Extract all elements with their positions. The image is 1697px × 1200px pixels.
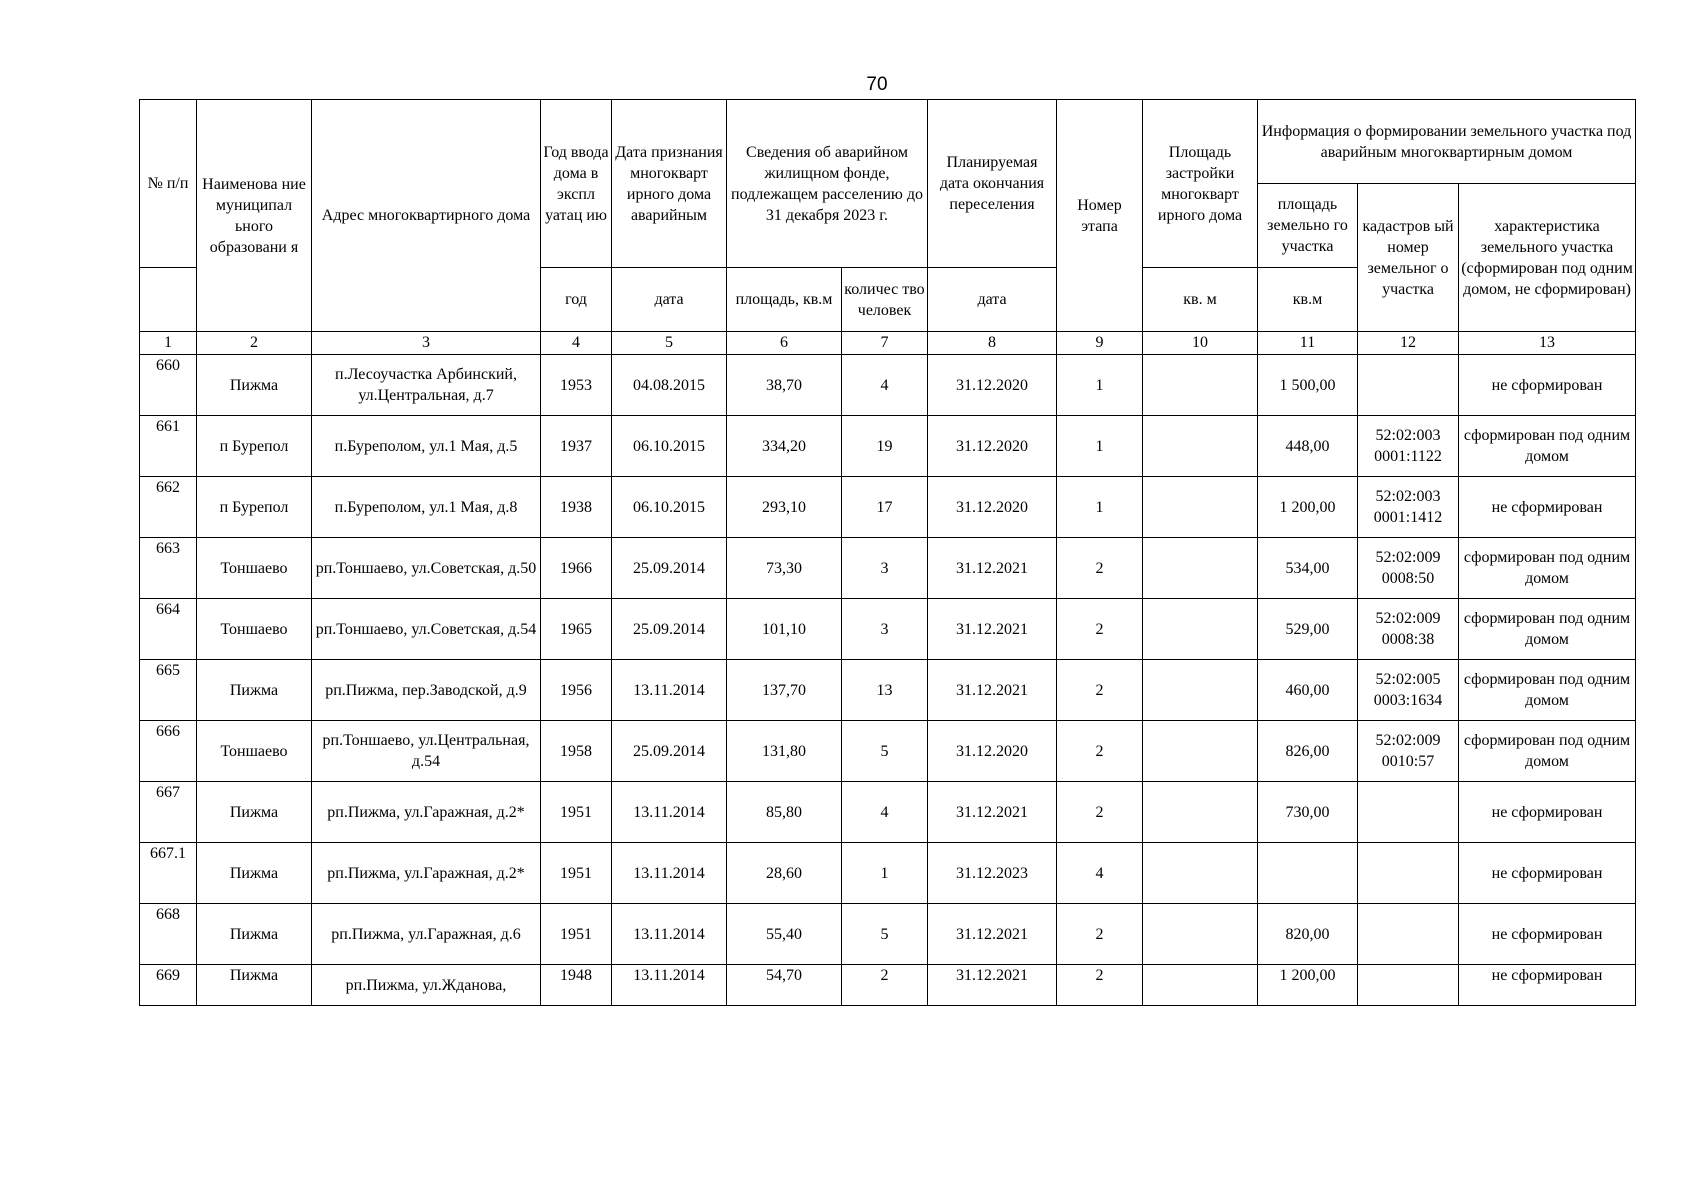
row-people: 3 <box>842 538 928 599</box>
row-planned-date: 31.12.2020 <box>928 477 1057 538</box>
column-number: 11 <box>1258 332 1358 355</box>
row-year: 1966 <box>541 538 612 599</box>
row-land-char: не сформирован <box>1459 904 1636 965</box>
row-area: 38,70 <box>727 355 842 416</box>
header-address: Адрес многоквартирного дома <box>312 100 541 332</box>
unit-building-area: кв. м <box>1143 268 1258 332</box>
row-people: 5 <box>842 721 928 782</box>
unit-people: количес тво человек <box>842 268 928 332</box>
row-address: рп.Тоншаево, ул.Советская, д.50 <box>312 538 541 599</box>
header-emergency-info: Сведения об аварийном жилищном фонде, подлежащем расселению до 31 декабря 2023 г. <box>727 100 928 268</box>
column-number: 3 <box>312 332 541 355</box>
row-cadastral <box>1358 965 1459 1006</box>
row-people: 5 <box>842 904 928 965</box>
row-area: 101,10 <box>727 599 842 660</box>
row-land-area: 1 500,00 <box>1258 355 1358 416</box>
table-row <box>140 965 1636 1006</box>
header-num: № п/п <box>140 100 197 268</box>
row-number: 660 <box>140 355 197 416</box>
row-year: 1938 <box>541 477 612 538</box>
row-cadastral: 52:02:003 0001:1122 <box>1358 416 1459 477</box>
header-land-area: площадь земельно го участка <box>1258 184 1358 268</box>
row-year: 1956 <box>541 660 612 721</box>
column-number: 4 <box>541 332 612 355</box>
emergency-housing-table <box>139 99 1636 1006</box>
column-number: 7 <box>842 332 928 355</box>
row-year: 1948 <box>541 965 612 1006</box>
row-stage: 1 <box>1057 477 1143 538</box>
row-number: 664 <box>140 599 197 660</box>
row-land-char: сформирован под одним домом <box>1459 416 1636 477</box>
row-date-recognized: 25.09.2014 <box>612 599 727 660</box>
row-building-area <box>1143 355 1258 416</box>
row-stage: 1 <box>1057 416 1143 477</box>
row-planned-date: 31.12.2023 <box>928 843 1057 904</box>
column-number: 13 <box>1459 332 1636 355</box>
row-planned-date: 31.12.2021 <box>928 660 1057 721</box>
table-row <box>140 782 1636 843</box>
column-number: 9 <box>1057 332 1143 355</box>
row-land-area: 1 200,00 <box>1258 477 1358 538</box>
row-people: 2 <box>842 965 928 1006</box>
row-people: 1 <box>842 843 928 904</box>
row-building-area <box>1143 965 1258 1006</box>
header-num-blank <box>140 268 197 332</box>
column-number: 5 <box>612 332 727 355</box>
row-municipality: Тоншаево <box>197 599 312 660</box>
row-date-recognized: 25.09.2014 <box>612 721 727 782</box>
table-row <box>140 416 1636 477</box>
row-planned-date: 31.12.2020 <box>928 355 1057 416</box>
row-area: 131,80 <box>727 721 842 782</box>
column-number: 2 <box>197 332 312 355</box>
row-cadastral <box>1358 904 1459 965</box>
row-building-area <box>1143 904 1258 965</box>
row-building-area <box>1143 599 1258 660</box>
row-land-area: 529,00 <box>1258 599 1358 660</box>
row-address: рп.Тоншаево, ул.Центральная, д.54 <box>312 721 541 782</box>
table-row <box>140 599 1636 660</box>
row-cadastral <box>1358 843 1459 904</box>
row-number: 668 <box>140 904 197 965</box>
table-row <box>140 538 1636 599</box>
row-year: 1951 <box>541 843 612 904</box>
row-date-recognized: 13.11.2014 <box>612 782 727 843</box>
row-date-recognized: 06.10.2015 <box>612 416 727 477</box>
row-building-area <box>1143 477 1258 538</box>
header-land-char: характеристика земельного участка (сформирован под одним домом, не сформирован) <box>1459 184 1636 332</box>
header-stage: Номер этапа <box>1057 100 1143 332</box>
page-number: 70 <box>866 74 888 95</box>
row-date-recognized: 04.08.2015 <box>612 355 727 416</box>
row-municipality: Тоншаево <box>197 721 312 782</box>
row-land-area: 730,00 <box>1258 782 1358 843</box>
row-date-recognized: 13.11.2014 <box>612 843 727 904</box>
row-area: 293,10 <box>727 477 842 538</box>
row-area: 28,60 <box>727 843 842 904</box>
row-area: 73,30 <box>727 538 842 599</box>
row-land-char: сформирован под одним домом <box>1459 599 1636 660</box>
row-year: 1953 <box>541 355 612 416</box>
row-planned-date: 31.12.2021 <box>928 599 1057 660</box>
row-address: рп.Пижма, ул.Гаражная, д.6 <box>312 904 541 965</box>
row-building-area <box>1143 538 1258 599</box>
row-cadastral: 52:02:003 0001:1412 <box>1358 477 1459 538</box>
row-address: рп.Тоншаево, ул.Советская, д.54 <box>312 599 541 660</box>
row-municipality: Пижма <box>197 782 312 843</box>
row-stage: 2 <box>1057 660 1143 721</box>
row-land-char: не сформирован <box>1459 477 1636 538</box>
row-building-area <box>1143 782 1258 843</box>
unit-area: площадь, кв.м <box>727 268 842 332</box>
header-date-recognized: Дата признания многокварт ирного дома аварийным <box>612 100 727 268</box>
row-date-recognized: 25.09.2014 <box>612 538 727 599</box>
table-row <box>140 843 1636 904</box>
row-land-char: не сформирован <box>1459 965 1636 1006</box>
row-address: рп.Пижма, пер.Заводской, д.9 <box>312 660 541 721</box>
row-address: п.Лесоучастка Арбинский, ул.Центральная, д.7 <box>312 355 541 416</box>
row-stage: 2 <box>1057 965 1143 1006</box>
row-cadastral <box>1358 782 1459 843</box>
row-people: 17 <box>842 477 928 538</box>
row-land-area <box>1258 843 1358 904</box>
row-planned-date: 31.12.2020 <box>928 416 1057 477</box>
row-address: п.Буреполом, ул.1 Мая, д.8 <box>312 477 541 538</box>
table-row <box>140 660 1636 721</box>
header-municipality: Наименова ние муниципал ьного образовани я <box>197 100 312 332</box>
row-cadastral: 52:02:005 0003:1634 <box>1358 660 1459 721</box>
row-stage: 2 <box>1057 721 1143 782</box>
column-numbers-row <box>140 332 1636 355</box>
row-people: 13 <box>842 660 928 721</box>
column-number: 1 <box>140 332 197 355</box>
column-number: 12 <box>1358 332 1459 355</box>
column-number: 6 <box>727 332 842 355</box>
row-land-char: сформирован под одним домом <box>1459 538 1636 599</box>
row-area: 334,20 <box>727 416 842 477</box>
row-number: 666 <box>140 721 197 782</box>
row-area: 85,80 <box>727 782 842 843</box>
row-year: 1965 <box>541 599 612 660</box>
row-area: 137,70 <box>727 660 842 721</box>
row-year: 1951 <box>541 904 612 965</box>
row-building-area <box>1143 843 1258 904</box>
row-municipality: Пижма <box>197 904 312 965</box>
row-planned-date: 31.12.2021 <box>928 965 1057 1006</box>
row-municipality: Пижма <box>197 843 312 904</box>
header-cadastral: кадастров ый номер земельног о участка <box>1358 184 1459 332</box>
unit-land-area: кв.м <box>1258 268 1358 332</box>
row-building-area <box>1143 416 1258 477</box>
row-land-area: 448,00 <box>1258 416 1358 477</box>
row-year: 1951 <box>541 782 612 843</box>
header-land-info: Информация о формировании земельного участка под аварийным многоквартирным домом <box>1258 100 1636 184</box>
row-stage: 2 <box>1057 904 1143 965</box>
row-municipality: п Бурепол <box>197 477 312 538</box>
row-land-char: сформирован под одним домом <box>1459 721 1636 782</box>
row-municipality: Пижма <box>197 355 312 416</box>
row-cadastral: 52:02:009 0010:57 <box>1358 721 1459 782</box>
row-year: 1937 <box>541 416 612 477</box>
row-address: рп.Пижма, ул.Жданова, <box>312 965 541 1006</box>
unit-planned: дата <box>928 268 1057 332</box>
row-land-area: 1 200,00 <box>1258 965 1358 1006</box>
row-planned-date: 31.12.2021 <box>928 782 1057 843</box>
row-people: 19 <box>842 416 928 477</box>
row-land-area: 826,00 <box>1258 721 1358 782</box>
row-number: 669 <box>140 965 197 1006</box>
row-area: 54,70 <box>727 965 842 1006</box>
row-area: 55,40 <box>727 904 842 965</box>
unit-date: дата <box>612 268 727 332</box>
row-stage: 1 <box>1057 355 1143 416</box>
row-stage: 4 <box>1057 843 1143 904</box>
row-municipality: Пижма <box>197 965 312 1006</box>
table-row <box>140 721 1636 782</box>
row-land-char: не сформирован <box>1459 782 1636 843</box>
row-year: 1958 <box>541 721 612 782</box>
row-cadastral: 52:02:009 0008:50 <box>1358 538 1459 599</box>
row-stage: 2 <box>1057 599 1143 660</box>
row-land-area: 460,00 <box>1258 660 1358 721</box>
row-municipality: Пижма <box>197 660 312 721</box>
row-people: 3 <box>842 599 928 660</box>
row-stage: 2 <box>1057 538 1143 599</box>
header-year-in: Год ввода дома в экспл уатац ию <box>541 100 612 268</box>
table-row <box>140 355 1636 416</box>
row-municipality: Тоншаево <box>197 538 312 599</box>
row-cadastral: 52:02:009 0008:38 <box>1358 599 1459 660</box>
row-municipality: п Бурепол <box>197 416 312 477</box>
row-people: 4 <box>842 355 928 416</box>
row-cadastral <box>1358 355 1459 416</box>
row-date-recognized: 13.11.2014 <box>612 965 727 1006</box>
row-land-char: сформирован под одним домом <box>1459 660 1636 721</box>
table-row <box>140 477 1636 538</box>
header-planned-date: Планируемая дата окончания переселения <box>928 100 1057 268</box>
unit-year: год <box>541 268 612 332</box>
row-land-area: 534,00 <box>1258 538 1358 599</box>
table-row <box>140 904 1636 965</box>
row-land-area: 820,00 <box>1258 904 1358 965</box>
row-building-area <box>1143 721 1258 782</box>
row-date-recognized: 06.10.2015 <box>612 477 727 538</box>
column-number: 8 <box>928 332 1057 355</box>
row-date-recognized: 13.11.2014 <box>612 904 727 965</box>
column-number: 10 <box>1143 332 1258 355</box>
row-date-recognized: 13.11.2014 <box>612 660 727 721</box>
row-address: п.Буреполом, ул.1 Мая, д.5 <box>312 416 541 477</box>
row-address: рп.Пижма, ул.Гаражная, д.2* <box>312 782 541 843</box>
row-number: 663 <box>140 538 197 599</box>
header-building-area: Площадь застройки многокварт ирного дома <box>1143 100 1258 268</box>
row-number: 667.1 <box>140 843 197 904</box>
row-planned-date: 31.12.2020 <box>928 721 1057 782</box>
row-number: 662 <box>140 477 197 538</box>
row-building-area <box>1143 660 1258 721</box>
row-planned-date: 31.12.2021 <box>928 904 1057 965</box>
row-planned-date: 31.12.2021 <box>928 538 1057 599</box>
row-number: 661 <box>140 416 197 477</box>
row-address: рп.Пижма, ул.Гаражная, д.2* <box>312 843 541 904</box>
row-land-char: не сформирован <box>1459 843 1636 904</box>
row-number: 665 <box>140 660 197 721</box>
row-land-char: не сформирован <box>1459 355 1636 416</box>
row-stage: 2 <box>1057 782 1143 843</box>
row-people: 4 <box>842 782 928 843</box>
row-number: 667 <box>140 782 197 843</box>
